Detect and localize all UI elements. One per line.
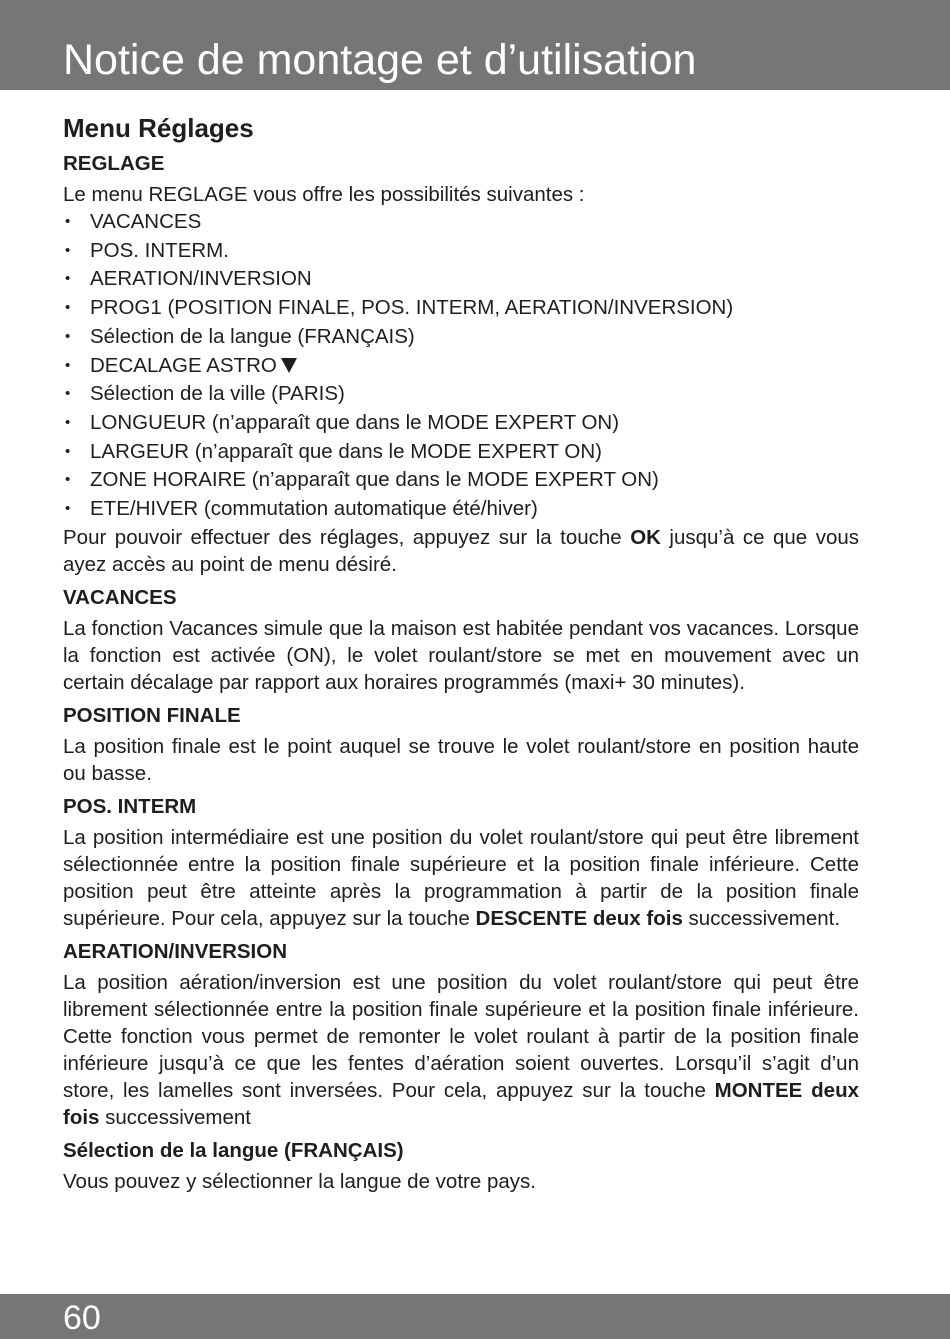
reglage-outro — [63, 524, 859, 578]
list-item-text: VACANCES — [90, 210, 202, 233]
footer-band — [0, 1294, 950, 1339]
list-item — [63, 294, 859, 323]
list-item-text: Sélection de la langue (FRANÇAIS) — [90, 324, 415, 348]
aeration-text-end: successivement — [99, 1105, 251, 1129]
section-title: Menu Réglages — [63, 113, 254, 143]
vacances-heading: VACANCES — [63, 585, 177, 609]
list-item-text: LARGEUR (n’apparaît que dans le MODE EXPERT ON) — [90, 439, 602, 463]
list-item — [63, 380, 859, 409]
reglage-intro: Le menu REGLAGE vous offre les possibilités suivantes : — [63, 183, 585, 206]
list-item-text: Sélection de la ville (PARIS) — [90, 382, 345, 406]
list-item-text: DECALAGE ASTRO — [90, 353, 277, 377]
aeration-heading: AERATION/INVERSION — [63, 939, 287, 963]
list-item — [63, 265, 859, 294]
reglage-outro-text-end: jusqu’à ce que vous ayez accès au point de menu désiré. — [63, 525, 859, 576]
pos-interm-text-end: successivement. — [682, 906, 841, 930]
list-item — [63, 237, 859, 266]
list-item-text: PROG1 (POSITION FINALE, POS. INTERM, AERATION/INVERSION) — [90, 296, 734, 320]
langue-text: Vous pouvez y sélectionner la langue de votre pays. — [63, 1169, 536, 1193]
list-item — [63, 352, 859, 381]
list-item — [63, 466, 859, 495]
list-item — [63, 409, 859, 438]
page-content — [63, 110, 859, 1195]
pos-interm-paragraph — [63, 824, 859, 932]
aeration-paragraph — [63, 969, 859, 1131]
reglage-outro-text: Pour pouvoir effectuer des réglages, appuyez sur la touche — [63, 525, 631, 549]
ok-key-label: OK — [630, 525, 661, 549]
list-item — [63, 208, 859, 237]
reglage-heading: REGLAGE — [63, 152, 165, 175]
aeration-text: La position aération/inversion est une position du volet roulant/store qui peut être librement sélectionnée entre la position finale supérieure et la position finale inférieure. Cette fonction vous permet de remonter le volet roulant à partir de la position finale inférieure jusqu’à ce que les fentes d’aération soient ouvertes. Lorsqu’il s’agit d’un store, les lamelles sont inversées. Pour cela, appuyez sur la touche — [63, 970, 859, 1102]
list-item — [63, 323, 859, 352]
pos-interm-text: La position intermédiaire est une position du volet roulant/store qui peut être librement sélectionnée entre la position finale supérieure et la position finale inférieure. Cette position peut être atteinte après la programmation à partir de la position finale supérieure. Pour cela, appuyez sur la touche — [63, 825, 859, 930]
list-item-text: ETE/HIVER (commutation automatique été/hiver) — [90, 497, 538, 521]
list-item-text: AERATION/INVERSION — [90, 267, 312, 291]
position-finale-heading: POSITION FINALE — [63, 703, 241, 727]
list-item-text: ZONE HORAIRE (n’apparaît que dans le MODE EXPERT ON) — [90, 468, 659, 492]
list-item-text: POS. INTERM. — [90, 238, 229, 262]
page-header-title: Notice de montage et d’utilisation — [63, 36, 697, 84]
reglage-options-list — [63, 208, 859, 524]
list-item-text: LONGUEUR (n’apparaît que dans le MODE EXPERT ON) — [90, 410, 620, 434]
montee-key-label: MONTEE deux fois — [63, 1078, 859, 1129]
descente-key-label: DESCENTE deux fois — [475, 906, 683, 930]
langue-heading: Sélection de la langue (FRANÇAIS) — [63, 1138, 404, 1162]
vacances-text: La fonction Vacances simule que la maison est habitée pendant vos vacances. Lorsque la fonction est activée (ON), le volet roulant/store se met en mouvement avec un certain décalage par rapport aux horaires programmés (maxi+ 30 minutes). — [63, 616, 859, 694]
position-finale-text: La position finale est le point auquel se trouve le volet roulant/store en position haute ou basse. — [63, 734, 859, 785]
page-number: 60 — [63, 1299, 101, 1337]
list-item — [63, 438, 859, 467]
pos-interm-heading: POS. INTERM — [63, 794, 197, 818]
list-item — [63, 495, 859, 524]
triangle-down-icon — [281, 358, 297, 373]
